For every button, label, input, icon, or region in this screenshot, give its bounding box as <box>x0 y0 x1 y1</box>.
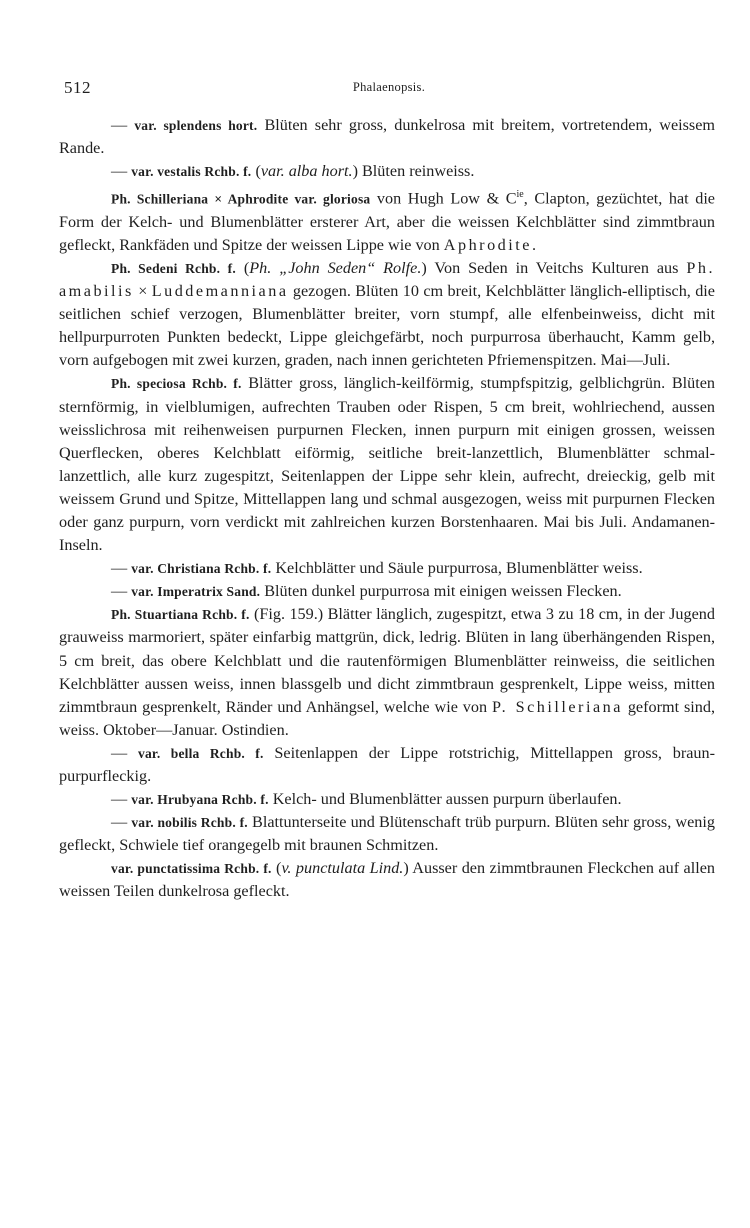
spaced-name: P. Schilleriana <box>491 697 623 716</box>
spaced-name: Ph. amabilis <box>59 258 715 301</box>
entry-description: ) Ausser den zimmtbraunen Fleckchen auf allen weissen Teilen dunkelrosa gefleckt. <box>59 859 715 901</box>
taxon-name: Ph. Sedeni Rchb. f. <box>111 260 236 276</box>
entry-speciosa <box>59 372 715 557</box>
entry-description: Seitenlappen der Lippe rotstrichig, Mittellappen gross, braun-purpurfleckig. <box>59 743 716 786</box>
entry-schilleriana-hybrid <box>59 183 715 257</box>
entry-dash: — <box>111 162 132 181</box>
entry-nobilis <box>59 811 715 857</box>
entry-description: geformt sind, weiss. Oktober—Januar. Ostindien. <box>59 697 715 739</box>
synonym: Ph. „John Seden“ Rolfe. <box>249 258 422 277</box>
entry-description: . <box>531 235 536 254</box>
entry-stuartiana <box>59 603 715 742</box>
taxon-name: var. Imperatrix Sand. <box>131 584 261 600</box>
entry-description: Blattunterseite und Blütenschaft trüb purpurn. Blüten sehr gross, wenig gefleckt, Schwiele tief orangegelb mit braunen Schmitzen. <box>59 813 715 855</box>
entry-splendens <box>59 114 715 160</box>
entry-dash: — <box>111 582 132 601</box>
entry-description: × <box>133 282 152 301</box>
running-head: Phalaenopsis. <box>352 80 426 94</box>
entry-description: (Fig. 159.) Blätter länglich, zugespitzt, etwa 3 zu 18 cm, in der Jugend grauweiss marmoriert, später einfarbig mattgrün, dick, ledrig. Blüten in lang überhängenden Rispen, 5 cm breit, das obere Kelchblatt und die rautenförmigen Blumenblätter reinweiss, die seitlichen Kelchblätter aussen weiss, innen blassgelb und dicht zimmtbraun gesprenkelt, Lippe weiss, mitten zimmtbraun gesprenkelt, Ränder und Anhängsel, welche wie von <box>59 605 715 716</box>
entry-description: Blätter gross, länglich-keilförmig, stumpfspitzig, gelblichgrün. Blüten sternförmig, in vielblumigen, aufrechten Trauben oder Rispen, 5 cm breit, wohlriechend, aussen weisslichrosa mit reihenweisen purpurnen Flecken, innen purpurn mit einigen grossen, weissen Querflecken, oberes Kelchblatt eiförmig, seitliche breit-lanzettlich, Blumenblätter schmal-lanzettlich, alle kurz zugespitzt, Seitenlappen der Lippe sehr klein, aufrecht, dreieckig, gelb mit weissem Grund und Spitze, Mittellappen lang und schmal ausgezogen, weiss mit purpurnen Flecken oder ganz purpurn, vorn verdickt mit zahlreichen kurzen Borstenhaaren. Mai bis Juli. Andamanen-Inseln. <box>59 374 715 555</box>
entry-description: Blüten sehr gross, dunkelrosa mit breitem, vortretendem, weissem Rande. <box>59 116 716 158</box>
entry-description: ) Blüten reinweiss. <box>352 162 475 181</box>
entry-dash: — <box>111 559 132 578</box>
page-header <box>64 78 714 100</box>
synonym: var. alba hort. <box>260 162 353 181</box>
entry-imperatrix <box>59 580 715 603</box>
entry-hrubyana <box>59 788 715 811</box>
page-number: 512 <box>64 78 91 97</box>
spaced-name: Luddemanniana <box>151 282 289 301</box>
entry-punctatissima <box>59 857 715 903</box>
superscript: ie <box>516 189 524 201</box>
taxon-name: Ph. Schilleriana × Aphrodite var. gloriosa <box>111 191 371 207</box>
entry-description: ) Von Seden in Veitchs Kulturen aus <box>421 258 687 277</box>
taxon-name: Ph. Stuartiana Rchb. f. <box>111 607 250 623</box>
entry-description: ( <box>235 258 250 277</box>
entry-dash: — <box>111 743 138 762</box>
entry-vestalis <box>59 160 715 183</box>
entry-description: gezogen. Blüten 10 cm breit, Kelchblätter länglich-elliptisch, die seitlichen schief verzogen, Blumenblätter breiter, vorn stumpf, alle elfenbeinweiss, dicht mit hellpurpurroten Punkten bedeckt, Lippe gleichgefärbt, noch purpurrosa überhaucht, Kamm gelb, vorn aufgebogen mit zwei kurzen, graden, nach innen gerichteten Pfriemenspitzen. Mai—Juli. <box>59 282 715 370</box>
entry-christiana <box>59 557 715 580</box>
entry-sedeni <box>59 257 715 372</box>
taxon-name: Ph. speciosa Rchb. f. <box>111 376 242 392</box>
entry-description: , Clapton, gezüchtet, hat die Form der Kelch- und Blumenblätter ersterer Art, aber die weissen Kelchblätter sind zimmtbraun gefleckt, Rankfäden und Spitze der weissen Lippe wie von <box>59 189 715 254</box>
taxon-name: var. bella Rchb. f. <box>138 745 264 761</box>
taxon-name: var. splendens hort. <box>134 118 258 133</box>
synonym: v. punctulata Lind. <box>281 859 404 878</box>
entry-description: ( <box>251 162 261 181</box>
spaced-name: Aphrodite <box>443 235 532 254</box>
taxon-name: var. vestalis Rchb. f. <box>131 164 252 180</box>
entry-description: Kelchblätter und Säule purpurrosa, Blumenblätter weiss. <box>271 559 643 578</box>
taxon-name: var. nobilis Rchb. f. <box>131 815 248 831</box>
entry-dash: — <box>111 790 132 809</box>
entry-bella <box>59 742 715 788</box>
entry-dash: — <box>111 116 135 134</box>
body-text <box>59 114 715 904</box>
taxon-name: var. Christiana Rchb. f. <box>131 561 272 577</box>
taxon-name: var. Hrubyana Rchb. f. <box>131 792 269 808</box>
entry-dash: — <box>111 813 132 832</box>
entry-description: von Hugh Low & C <box>370 189 517 208</box>
taxon-name: var. punctatissima Rchb. f. <box>111 861 272 877</box>
entry-description: Kelch- und Blumenblätter aussen purpurn überlaufen. <box>268 790 622 809</box>
entry-description: Blüten dunkel purpurrosa mit einigen weissen Flecken. <box>260 582 622 601</box>
entry-description: ( <box>271 859 282 878</box>
